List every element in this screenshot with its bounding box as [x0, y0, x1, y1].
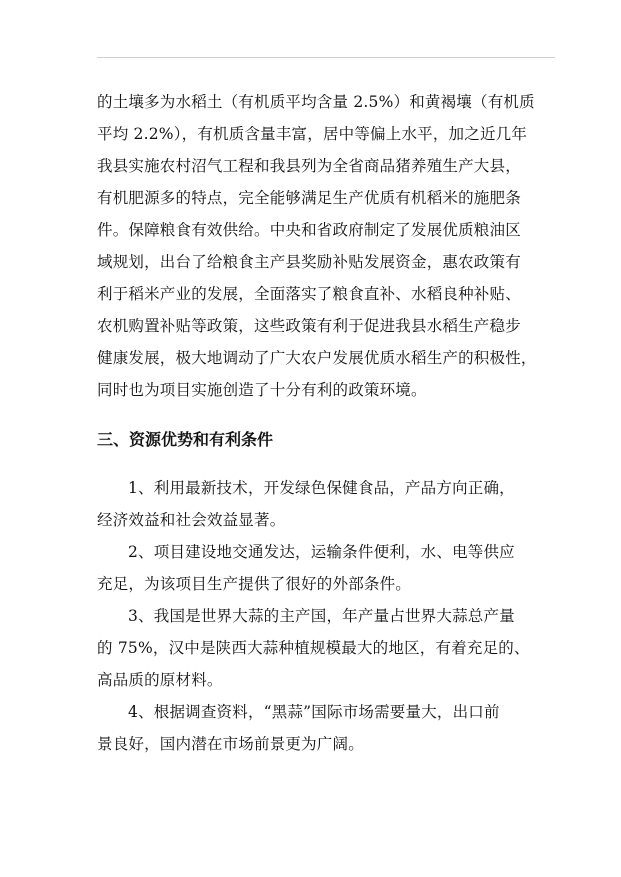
item-line: 4、根据调查资料，“黑蒜”国际市场需要量大，出口前 [128, 703, 500, 721]
paragraph-1-line: 的土壤多为水稻土（有机质平均含量 2.5%）和黄褐壤（有机质 [97, 93, 535, 111]
paragraph-1-line: 农机购置补贴等政策，这些政策有利于促进我县水稻生产稳步 [97, 317, 521, 335]
paragraph-1-line: 健康发展，极大地调动了广大农户发展优质水稻生产的积极性， [97, 349, 537, 367]
paragraph-1-line: 平均 2.2%），有机质含量丰富，居中等偏上水平，加之近几年 [97, 125, 528, 143]
header-rule [97, 57, 555, 58]
section-heading: 三、资源优势和有利条件 [97, 430, 274, 449]
item-line: 景良好，国内潜在市场前景更为广阔。 [97, 735, 364, 753]
paragraph-1-line: 我县实施农村沼气工程和我县列为全省商品猪养殖生产大县， [97, 157, 521, 175]
paragraph-1-line: 域规划，出台了给粮食主产县奖励补贴发展资金，惠农政策有 [97, 253, 521, 271]
item-line: 充足，为该项目生产提供了很好的外部条件。 [97, 575, 412, 593]
paragraph-1-line: 件。保障粮食有效供给。中央和省政府制定了发展优质粮油区 [97, 221, 521, 239]
item-line: 高品质的原材料。 [97, 671, 223, 689]
paragraph-1-line: 同时也为项目实施创造了十分有利的政策环境。 [97, 381, 427, 399]
item-line: 经济效益和社会效益显著。 [97, 511, 286, 529]
item-line: 1、利用最新技术，开发绿色保健食品，产品方向正确， [128, 479, 515, 497]
item-line: 的 75%，汉中是陕西大蒜种植规模最大的地区，有着充足的、 [97, 639, 530, 657]
item-line: 3、我国是世界大蒜的主产国，年产量占世界大蒜总产量 [128, 607, 515, 625]
paragraph-1-line: 有机肥源多的特点，完全能够满足生产优质有机稻米的施肥条 [97, 189, 521, 207]
item-line: 2、项目建设地交通发达，运输条件便利，水、电等供应 [128, 543, 515, 561]
paragraph-1-line: 利于稻米产业的发展，全面落实了粮食直补、水稻良种补贴、 [97, 285, 521, 303]
